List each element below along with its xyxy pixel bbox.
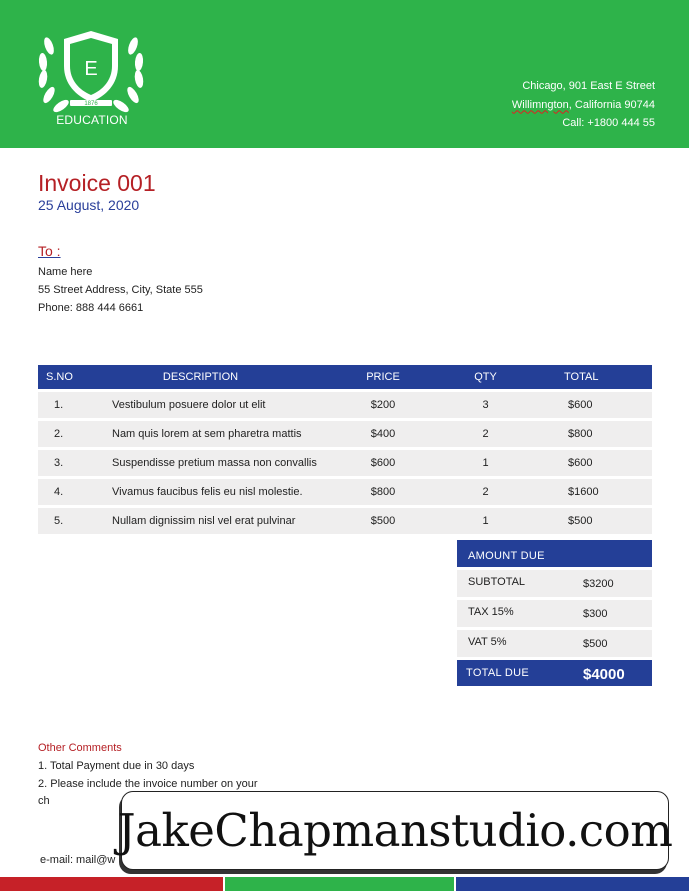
logo-text: EDUCATION [56,113,128,127]
description-text: Nullam dignissim nisl vel erat pulvinar [112,515,296,527]
comments-list [38,757,258,793]
cell-sno: 1. [38,392,98,418]
total-due-row [457,660,652,686]
footer-email: e-mail: mail@w [40,854,116,866]
cell-qty: 2 [433,479,538,505]
header-description: DESCRIPTION [98,365,333,389]
watermark-text: JakeChapmanstudio.com [117,804,673,857]
vat-value: $500 [583,638,608,650]
recipient-name: Name here [38,266,93,278]
address-city: Willimngton [511,98,569,111]
table-row [38,479,652,505]
cell-total: $600 [538,450,652,476]
description-text: Nam quis lorem at sem pharetra mattis [112,428,302,440]
header-qty: QTY [433,365,538,389]
recipient-phone: Phone: 888 444 6661 [38,302,144,314]
cell-total: $800 [538,421,652,447]
cell-price: $200 [333,392,433,418]
invoice-title: Invoice 001 [38,170,156,196]
vat-label: VAT 5% [468,636,507,648]
table-header-row [38,365,652,389]
recipient-label: To : [38,243,61,259]
subtotal-value: $3200 [583,578,614,590]
recipient-block [38,263,203,317]
cell-sno: 2. [38,421,98,447]
tax-label: TAX 15% [468,606,514,618]
header-price: PRICE [333,365,433,389]
tax-value: $300 [583,608,608,620]
subtotal-label: SUBTOTAL [468,576,526,588]
address-line1: Chicago, 901 East E Street [522,80,655,92]
comment-line: 1. Total Payment due in 30 days [38,760,195,772]
header-band [0,0,689,148]
header-sno: S.NO [38,365,98,389]
tax-row [457,600,652,627]
cell-description [98,392,333,418]
total-due-label: TOTAL DUE [466,667,530,679]
cell-qty: 1 [433,450,538,476]
description-text: Suspendisse pretium massa non convallis [112,457,317,469]
description-text: Vestibulum posuere dolor ut elit [112,399,266,411]
cell-sno: 4. [38,479,98,505]
header-total: TOTAL [538,365,652,389]
amount-due-heading: AMOUNT DUE [457,540,652,567]
cell-description [98,508,333,534]
items-table [38,362,652,537]
cell-price: $600 [333,450,433,476]
comment-line-partial: ch [38,795,50,807]
footer-bar-green [225,877,454,891]
address-line2 [512,96,655,115]
address-rest: , California 90744 [568,98,655,111]
comments-title: Other Comments [38,742,122,754]
cell-total: $1600 [538,479,652,505]
company-phone: Call: +1800 444 55 [562,117,655,129]
comment-line: 2. Please include the invoice number on your [38,778,258,790]
cell-description [98,479,333,505]
logo-letter: E [84,58,98,80]
table-row [38,392,652,418]
subtotal-row [457,570,652,597]
description-text: Vivamus faucibus felis eu nisl molestie. [112,486,303,498]
cell-description [98,450,333,476]
cell-price: $800 [333,479,433,505]
cell-qty: 3 [433,392,538,418]
cell-price: $400 [333,421,433,447]
table-row [38,450,652,476]
cell-qty: 2 [433,421,538,447]
company-address [512,77,655,133]
footer-bar-blue [456,877,689,891]
watermark-banner [117,791,673,870]
cell-description [98,421,333,447]
cell-total: $500 [538,508,652,534]
recipient-address: 55 Street Address, City, State 555 [38,284,203,296]
cell-qty: 1 [433,508,538,534]
table-row [38,421,652,447]
cell-price: $500 [333,508,433,534]
logo-year: 1876 [84,101,98,107]
invoice-date: 25 August, 2020 [38,197,140,213]
vat-row [457,630,652,657]
footer-bar-red [0,877,223,891]
amount-summary [457,540,652,686]
total-due-value: $4000 [583,666,625,683]
cell-sno: 3. [38,450,98,476]
cell-sno: 5. [38,508,98,534]
cell-total: $600 [538,392,652,418]
table-row [38,508,652,534]
